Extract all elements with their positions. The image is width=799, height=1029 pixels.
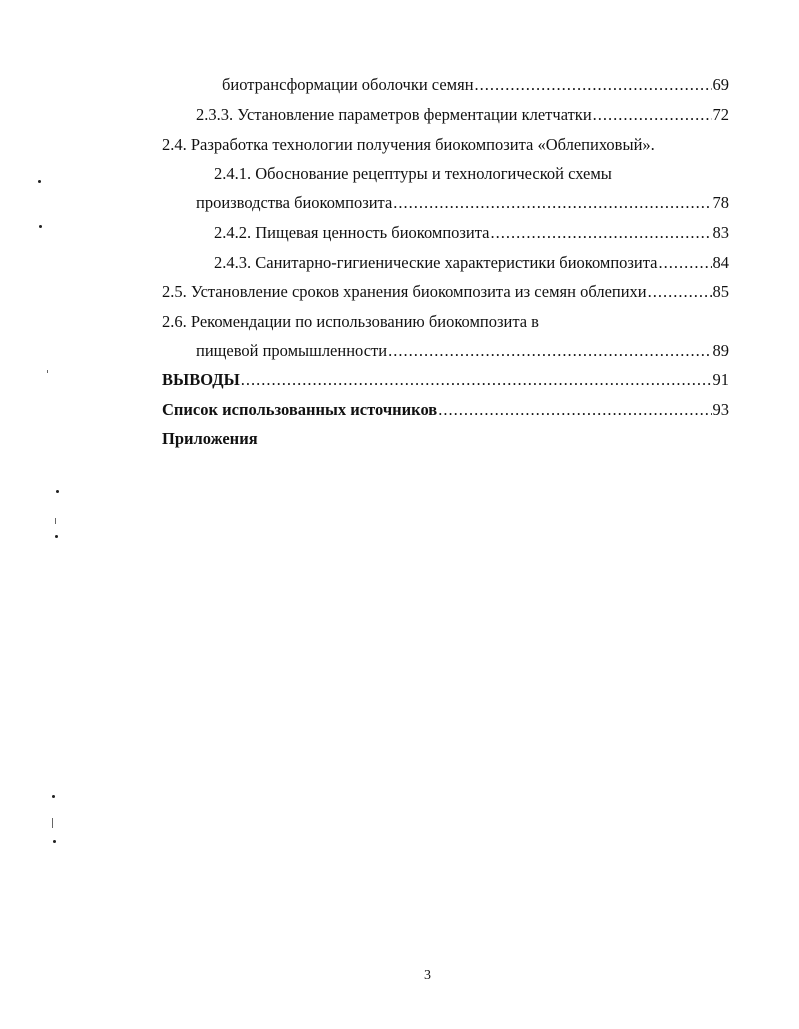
toc-entry-label: производства биокомпозита <box>196 193 393 212</box>
toc-entry <box>214 222 729 244</box>
scan-speck <box>38 180 41 183</box>
scan-mark <box>55 518 56 524</box>
scan-mark <box>47 370 48 373</box>
toc-entry <box>222 74 729 96</box>
toc-leader-dots <box>393 192 711 214</box>
toc-leader-dots <box>438 399 711 421</box>
toc-entry-label: 2.3.3. Установление параметров ферментации клетчатки <box>196 105 592 124</box>
toc-entry-label: биотрансформации оболочки семян <box>222 75 474 94</box>
toc-leader-dots <box>593 104 712 126</box>
toc-entry-page: 78 <box>712 193 729 212</box>
toc-entry <box>196 340 729 362</box>
toc-entry-label: 2.4.3. Санитарно-гигиенические характеристики биокомпозита <box>214 253 658 272</box>
toc-entry-page: 93 <box>712 400 729 419</box>
toc-entry-page: 89 <box>712 341 729 360</box>
toc-entry-label: 2.5. Установление сроков хранения биокомпозита из семян облепихи <box>162 282 647 301</box>
scan-speck <box>52 795 55 798</box>
toc-entry-page: 85 <box>712 282 729 301</box>
toc-entry-label: 2.4.2. Пищевая ценность биокомпозита <box>214 223 490 242</box>
page-number: 3 <box>424 968 431 983</box>
toc-leader-dots <box>475 74 712 96</box>
toc-entry-page: 84 <box>712 253 729 272</box>
toc-entry-label: ВЫВОДЫ <box>162 370 240 389</box>
toc-entry <box>214 252 729 274</box>
toc-entry <box>162 399 729 421</box>
toc-leader-dots <box>491 222 712 244</box>
toc-entry-page: 69 <box>712 75 729 94</box>
toc-entry <box>162 369 729 391</box>
scan-speck <box>56 490 59 493</box>
toc-entry-label: 2.4.1. Обоснование рецептуры и технологической схемы <box>214 164 612 183</box>
toc-entry-page: 83 <box>712 223 729 242</box>
toc-leader-dots <box>659 252 712 274</box>
scan-mark <box>52 818 53 828</box>
toc-entry <box>196 192 729 214</box>
scan-speck <box>55 535 58 538</box>
toc-entry <box>196 104 729 126</box>
toc-entry-label: Приложения <box>162 429 258 448</box>
scan-speck <box>53 840 56 843</box>
toc-entry-label: Список использованных источников <box>162 400 438 419</box>
toc-entry <box>162 281 729 303</box>
toc-entry-page: 72 <box>712 105 729 124</box>
toc-leader-dots <box>241 369 712 391</box>
toc-section-heading: 2.4. Разработка технологии получения биокомпозита «Облепиховый». <box>162 135 655 154</box>
toc-leader-dots <box>388 340 711 362</box>
toc-leader-dots <box>648 281 712 303</box>
scan-speck <box>39 225 42 228</box>
toc-entry-label: пищевой промышленности <box>196 341 388 360</box>
toc-entry-label: 2.6. Рекомендации по использованию биокомпозита в <box>162 312 539 331</box>
toc-entry-page: 91 <box>712 370 729 389</box>
